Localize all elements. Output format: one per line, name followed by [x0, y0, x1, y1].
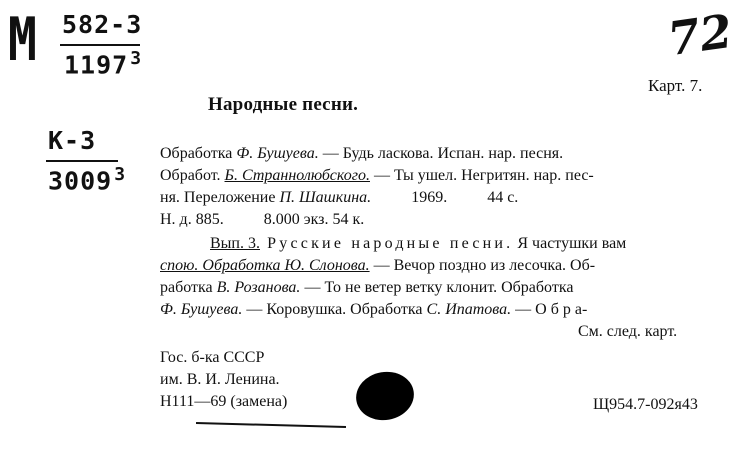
library-stamp [160, 347, 287, 413]
text-line [160, 255, 677, 277]
text-segment: С. Ипатова. [426, 301, 512, 318]
text-segment: П. Шашкина. [279, 189, 372, 206]
handwritten-fraction-line [46, 160, 118, 162]
text-segment: Б. Страннолюбского. [224, 167, 370, 184]
text-segment: Я частушки вам [513, 235, 627, 252]
text-line [160, 321, 677, 343]
handwritten-letter: М [8, 5, 37, 75]
text-segment: ня. Переложение [160, 189, 280, 206]
text-line [160, 143, 594, 165]
card-title: Народные песни. [208, 94, 359, 115]
card-number: Карт. 7. [648, 76, 703, 95]
text-segment: работка [160, 279, 217, 296]
text-segment: Обработка [160, 145, 237, 162]
stamp-line: им. В. И. Ленина. [160, 371, 280, 388]
text-segment: Н. д. 885. 8.000 экз. 54 к. [160, 211, 365, 228]
text-line [160, 209, 594, 231]
entry-block [160, 143, 594, 231]
text-segment: Вып. 3. [210, 235, 260, 252]
handwritten-fraction-line [60, 44, 140, 46]
handwritten-side-numerator: К-3 [48, 126, 97, 155]
catalog-code: Щ954.7-092я43 [593, 396, 698, 413]
text-segment: — То не ветер ветку клонит. Обработка [300, 279, 574, 296]
text-segment: Ф. Бушуева. [236, 145, 319, 162]
text-segment: — Вечор поздно из лесочка. Об- [369, 257, 596, 274]
handwritten-side-denominator: 3009 $^3$ [48, 164, 127, 196]
text-segment: Ф. Бушуева. [160, 301, 243, 318]
text-segment: — Ты ушел. Негритян. нар. пес- [369, 167, 594, 184]
text-segment: — Коровушка. Обработка [242, 301, 427, 318]
text-segment: Русские народные песни. [259, 235, 514, 252]
handwritten-corner-number: 72 [664, 3, 736, 67]
ink-blot [352, 367, 417, 424]
text-line [160, 277, 677, 299]
text-segment: Обработ. [160, 167, 225, 184]
text-segment: — О б р а- [511, 301, 588, 318]
handwritten-top-denominator: 1197 $^3$ [64, 48, 143, 80]
text-segment: В. Розанова. [216, 279, 301, 296]
text-line [160, 233, 677, 255]
text-segment: 1969. 44 с. [371, 189, 519, 206]
text-line [160, 299, 677, 321]
handwritten-top-numerator: 582-3 [62, 10, 143, 39]
stamp-line: Н111—69 (замена) [160, 393, 288, 410]
text-line [160, 187, 594, 209]
text-segment: — Будь ласкова. Испан. нар. песня. [318, 145, 564, 162]
issue-block [160, 233, 677, 343]
text-line [160, 165, 594, 187]
stamp-line: Гос. б-ка СССР [160, 349, 265, 366]
pen-underline [196, 422, 346, 428]
text-segment: спою. Обработка Ю. Слонова. [160, 257, 370, 274]
text-segment: См. след. карт. [578, 323, 678, 340]
